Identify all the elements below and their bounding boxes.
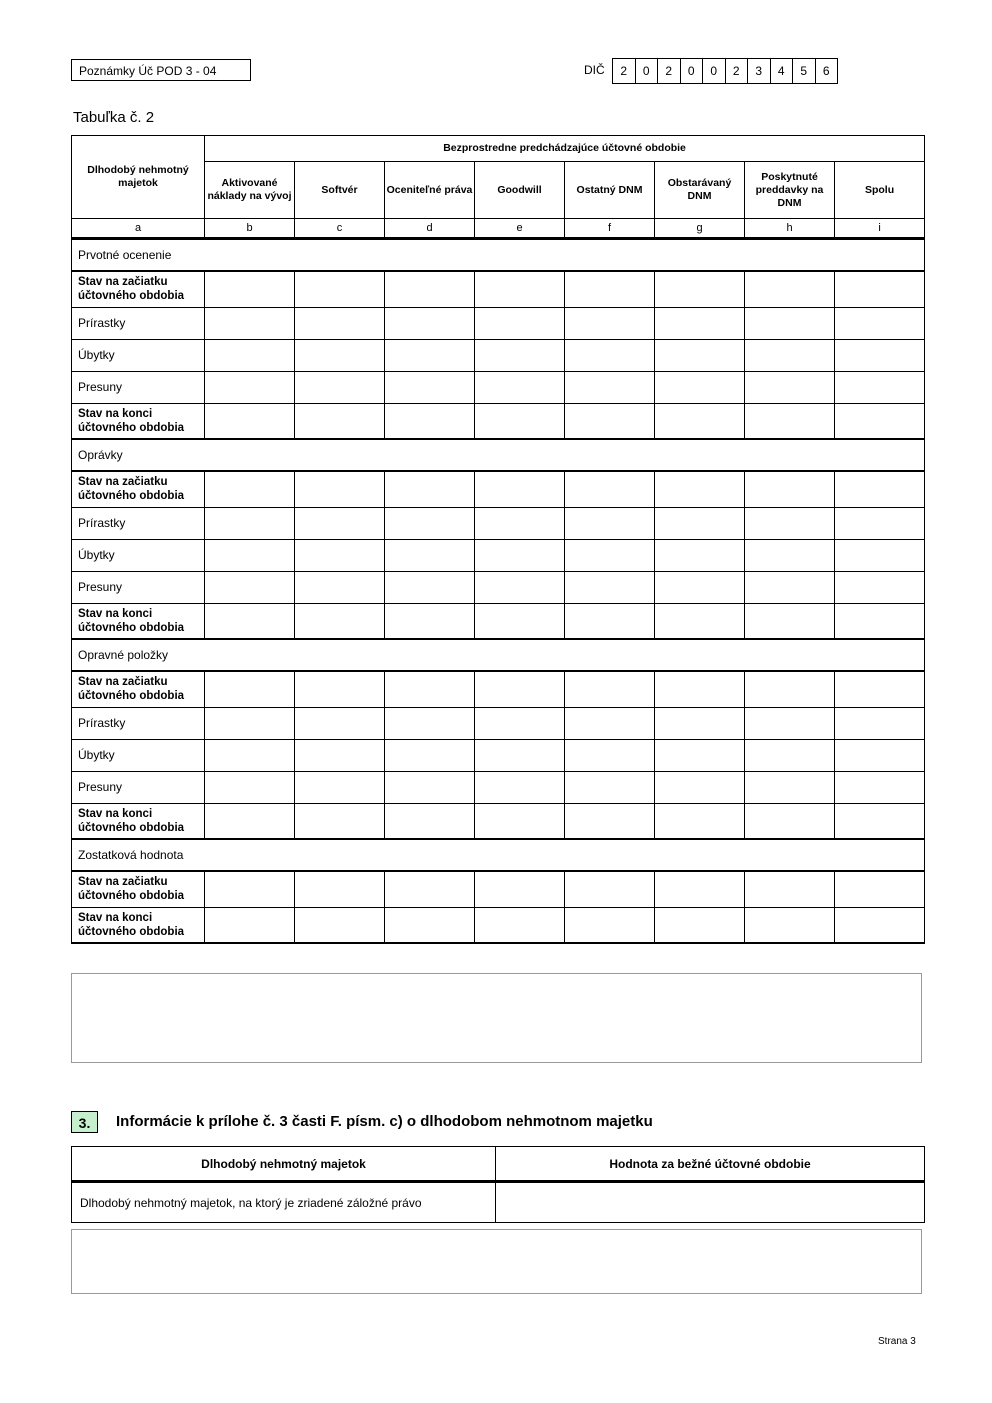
value-cell[interactable] [295, 803, 385, 839]
value-cell[interactable] [385, 907, 475, 943]
value-cell[interactable] [475, 471, 565, 507]
value-cell[interactable] [205, 307, 295, 339]
value-cell[interactable] [565, 707, 655, 739]
value-cell[interactable] [385, 771, 475, 803]
value-cell[interactable] [655, 603, 745, 639]
value-cell[interactable] [835, 307, 925, 339]
value-cell[interactable] [745, 403, 835, 439]
value-cell[interactable] [295, 307, 385, 339]
dic-digit: 0 [636, 59, 659, 83]
dic-digit: 3 [748, 59, 771, 83]
value-cell[interactable] [745, 907, 835, 943]
value-cell[interactable] [205, 707, 295, 739]
value-cell[interactable] [835, 403, 925, 439]
table-row [72, 507, 925, 539]
table-row [72, 603, 925, 639]
value-cell[interactable] [475, 371, 565, 403]
value-cell[interactable] [295, 571, 385, 603]
column-letter: d [385, 219, 475, 239]
value-cell[interactable] [565, 603, 655, 639]
column-header: Softvér [295, 162, 385, 219]
value-cell[interactable] [745, 539, 835, 571]
table-row [72, 771, 925, 803]
value-cell[interactable] [205, 739, 295, 771]
value-cell[interactable] [565, 371, 655, 403]
value-cell[interactable] [295, 603, 385, 639]
row-label: Stav na začiatku účtovného obdobia [72, 471, 205, 507]
value-cell[interactable] [475, 707, 565, 739]
table-row [72, 539, 925, 571]
column-letter: b [205, 219, 295, 239]
dic-digit: 6 [816, 59, 839, 83]
dic-digit: 4 [771, 59, 794, 83]
value-cell[interactable] [745, 871, 835, 907]
row-label: Stav na konci účtovného obdobia [72, 403, 205, 439]
value-cell[interactable] [385, 371, 475, 403]
value-cell[interactable] [745, 671, 835, 707]
value-cell[interactable] [565, 539, 655, 571]
value-cell[interactable] [745, 739, 835, 771]
value-cell[interactable] [295, 739, 385, 771]
value-cell[interactable] [295, 771, 385, 803]
value-cell[interactable] [385, 539, 475, 571]
value-cell[interactable] [475, 403, 565, 439]
table-row [72, 907, 925, 943]
value-cell[interactable] [565, 803, 655, 839]
column-letter: e [475, 219, 565, 239]
row-label: Presuny [72, 771, 205, 803]
section-title: Opravné položky [72, 639, 925, 671]
value-cell[interactable] [205, 371, 295, 403]
value-cell[interactable] [385, 603, 475, 639]
value-cell[interactable] [655, 739, 745, 771]
value-cell[interactable] [745, 507, 835, 539]
section-title: Zostatková hodnota [72, 839, 925, 871]
value-cell[interactable] [475, 539, 565, 571]
column-header: Aktivované náklady na vývoj [205, 162, 295, 219]
value-cell[interactable] [385, 803, 475, 839]
section-title: Prvotné ocenenie [72, 239, 925, 272]
value-cell[interactable] [655, 539, 745, 571]
dic-digit: 5 [793, 59, 816, 83]
row-label: Presuny [72, 571, 205, 603]
table-row [72, 271, 925, 307]
value-cell[interactable] [655, 371, 745, 403]
column-header: Poskytnuté preddavky na DNM [745, 162, 835, 219]
value-cell[interactable] [475, 671, 565, 707]
value-cell[interactable] [385, 707, 475, 739]
value-cell[interactable] [745, 307, 835, 339]
value-cell[interactable] [295, 271, 385, 307]
table-row [72, 339, 925, 371]
value-cell[interactable] [475, 739, 565, 771]
value-cell[interactable] [655, 339, 745, 371]
value-cell[interactable] [475, 507, 565, 539]
table-row [72, 739, 925, 771]
row-label: Úbytky [72, 739, 205, 771]
row-label: Stav na začiatku účtovného obdobia [72, 271, 205, 307]
value-cell[interactable] [385, 471, 475, 507]
value-cell[interactable] [565, 403, 655, 439]
row-label: Stav na konci účtovného obdobia [72, 603, 205, 639]
column-header: Ostatný DNM [565, 162, 655, 219]
column-letter: g [655, 219, 745, 239]
value-cell[interactable] [205, 771, 295, 803]
value-cell[interactable] [565, 471, 655, 507]
value-cell[interactable] [565, 907, 655, 943]
value-cell[interactable] [295, 403, 385, 439]
value-cell[interactable] [385, 339, 475, 371]
value-cell[interactable] [835, 907, 925, 943]
header-asset: Dlhodobý nehmotný majetok [72, 1147, 496, 1182]
value-cell[interactable] [295, 871, 385, 907]
row-label: Prírastky [72, 707, 205, 739]
value-cell[interactable] [835, 571, 925, 603]
value-cell[interactable] [205, 907, 295, 943]
value-cell[interactable] [475, 339, 565, 371]
dic-label: DIČ [584, 63, 605, 77]
section-title: Informácie k prílohe č. 3 časti F. písm. c) o dlhodobom nehmotnom majetku [116, 1113, 653, 1130]
header-asset: Dlhodobý nehmotný majetok [72, 136, 205, 219]
value-cell[interactable] [745, 371, 835, 403]
value-cell[interactable] [745, 603, 835, 639]
page-number: Strana 3 [878, 1336, 916, 1347]
value-cell[interactable] [295, 907, 385, 943]
value-cell[interactable] [745, 271, 835, 307]
value-cell[interactable] [475, 571, 565, 603]
value-cell[interactable] [205, 271, 295, 307]
value-cell[interactable] [835, 803, 925, 839]
row-label: Dlhodobý nehmotný majetok, na ktorý je zriadené záložné právo [72, 1182, 496, 1223]
column-letter: i [835, 219, 925, 239]
dic-digit: 2 [613, 59, 636, 83]
value-cell[interactable] [475, 271, 565, 307]
header-period: Bezprostredne predchádzajúce účtovné obdobie [205, 136, 925, 162]
row-label: Úbytky [72, 539, 205, 571]
value-cell[interactable] [565, 271, 655, 307]
value-cell[interactable] [205, 507, 295, 539]
row-label: Presuny [72, 371, 205, 403]
section-number: 3. [71, 1111, 98, 1133]
value-cell[interactable] [745, 571, 835, 603]
table-row [72, 403, 925, 439]
pledge-table [71, 1146, 925, 1223]
value-cell[interactable] [385, 507, 475, 539]
value-cell[interactable] [745, 471, 835, 507]
row-label: Prírastky [72, 307, 205, 339]
value-cell[interactable] [835, 671, 925, 707]
value-cell[interactable] [385, 271, 475, 307]
row-label: Stav na začiatku účtovného obdobia [72, 871, 205, 907]
form-id: Poznámky Úč POD 3 - 04 [71, 59, 251, 81]
value-cell[interactable] [475, 603, 565, 639]
value-cell[interactable] [385, 571, 475, 603]
value-cell[interactable] [835, 539, 925, 571]
column-header: Goodwill [475, 162, 565, 219]
value-cell[interactable] [565, 571, 655, 603]
row-label: Stav na konci účtovného obdobia [72, 803, 205, 839]
column-header: Oceniteľné práva [385, 162, 475, 219]
value-cell[interactable] [475, 307, 565, 339]
value-cell[interactable] [385, 307, 475, 339]
value-cell[interactable] [496, 1182, 925, 1223]
value-cell[interactable] [565, 739, 655, 771]
value-cell[interactable] [745, 803, 835, 839]
column-letter: a [72, 219, 205, 239]
value-cell[interactable] [835, 507, 925, 539]
value-cell[interactable] [655, 771, 745, 803]
dic-digit: 2 [658, 59, 681, 83]
value-cell[interactable] [565, 671, 655, 707]
row-label: Stav na konci účtovného obdobia [72, 907, 205, 943]
value-cell[interactable] [385, 403, 475, 439]
table-row [72, 803, 925, 839]
value-cell[interactable] [205, 403, 295, 439]
intangible-assets-table [71, 135, 925, 944]
table-row [72, 371, 925, 403]
value-cell[interactable] [565, 871, 655, 907]
value-cell[interactable] [835, 707, 925, 739]
table-row [72, 307, 925, 339]
value-cell[interactable] [655, 507, 745, 539]
value-cell[interactable] [385, 671, 475, 707]
value-cell[interactable] [205, 339, 295, 371]
value-cell[interactable] [655, 803, 745, 839]
value-cell[interactable] [205, 539, 295, 571]
header-value: Hodnota za bežné účtovné obdobie [496, 1147, 925, 1182]
value-cell[interactable] [295, 707, 385, 739]
value-cell[interactable] [655, 707, 745, 739]
value-cell[interactable] [835, 771, 925, 803]
value-cell[interactable] [655, 571, 745, 603]
value-cell[interactable] [565, 771, 655, 803]
value-cell[interactable] [295, 371, 385, 403]
dic-field[interactable] [612, 58, 838, 84]
value-cell[interactable] [655, 871, 745, 907]
value-cell[interactable] [295, 507, 385, 539]
value-cell[interactable] [385, 871, 475, 907]
value-cell[interactable] [835, 371, 925, 403]
value-cell[interactable] [205, 603, 295, 639]
value-cell[interactable] [655, 403, 745, 439]
value-cell[interactable] [565, 507, 655, 539]
value-cell[interactable] [745, 707, 835, 739]
table-row [72, 471, 925, 507]
table-row [72, 571, 925, 603]
value-cell[interactable] [655, 471, 745, 507]
value-cell[interactable] [205, 571, 295, 603]
value-cell[interactable] [835, 739, 925, 771]
value-cell[interactable] [205, 871, 295, 907]
table-row [72, 671, 925, 707]
value-cell[interactable] [655, 907, 745, 943]
row-label: Úbytky [72, 339, 205, 371]
value-cell[interactable] [295, 471, 385, 507]
value-cell[interactable] [295, 339, 385, 371]
value-cell[interactable] [655, 671, 745, 707]
value-cell[interactable] [745, 339, 835, 371]
value-cell[interactable] [835, 339, 925, 371]
column-letter: h [745, 219, 835, 239]
value-cell[interactable] [835, 271, 925, 307]
row-label: Stav na začiatku účtovného obdobia [72, 671, 205, 707]
value-cell[interactable] [655, 307, 745, 339]
section3-note-box[interactable] [71, 1229, 922, 1294]
row-label: Prírastky [72, 507, 205, 539]
table-row [72, 707, 925, 739]
value-cell[interactable] [205, 471, 295, 507]
column-letter: f [565, 219, 655, 239]
value-cell[interactable] [295, 671, 385, 707]
value-cell[interactable] [475, 803, 565, 839]
table-note-box[interactable] [71, 973, 922, 1063]
column-letter: c [295, 219, 385, 239]
value-cell[interactable] [205, 803, 295, 839]
dic-digit: 0 [703, 59, 726, 83]
dic-digit: 2 [726, 59, 749, 83]
value-cell[interactable] [475, 907, 565, 943]
table-title: Tabuľka č. 2 [73, 109, 155, 126]
value-cell[interactable] [205, 671, 295, 707]
section-title: Oprávky [72, 439, 925, 471]
value-cell[interactable] [835, 871, 925, 907]
value-cell[interactable] [835, 603, 925, 639]
column-header: Obstarávaný DNM [655, 162, 745, 219]
value-cell[interactable] [295, 539, 385, 571]
table-row [72, 871, 925, 907]
value-cell[interactable] [835, 471, 925, 507]
value-cell[interactable] [475, 871, 565, 907]
value-cell[interactable] [745, 771, 835, 803]
value-cell[interactable] [655, 271, 745, 307]
value-cell[interactable] [475, 771, 565, 803]
value-cell[interactable] [385, 739, 475, 771]
dic-digit: 0 [681, 59, 704, 83]
column-header: Spolu [835, 162, 925, 219]
value-cell[interactable] [565, 307, 655, 339]
value-cell[interactable] [565, 339, 655, 371]
